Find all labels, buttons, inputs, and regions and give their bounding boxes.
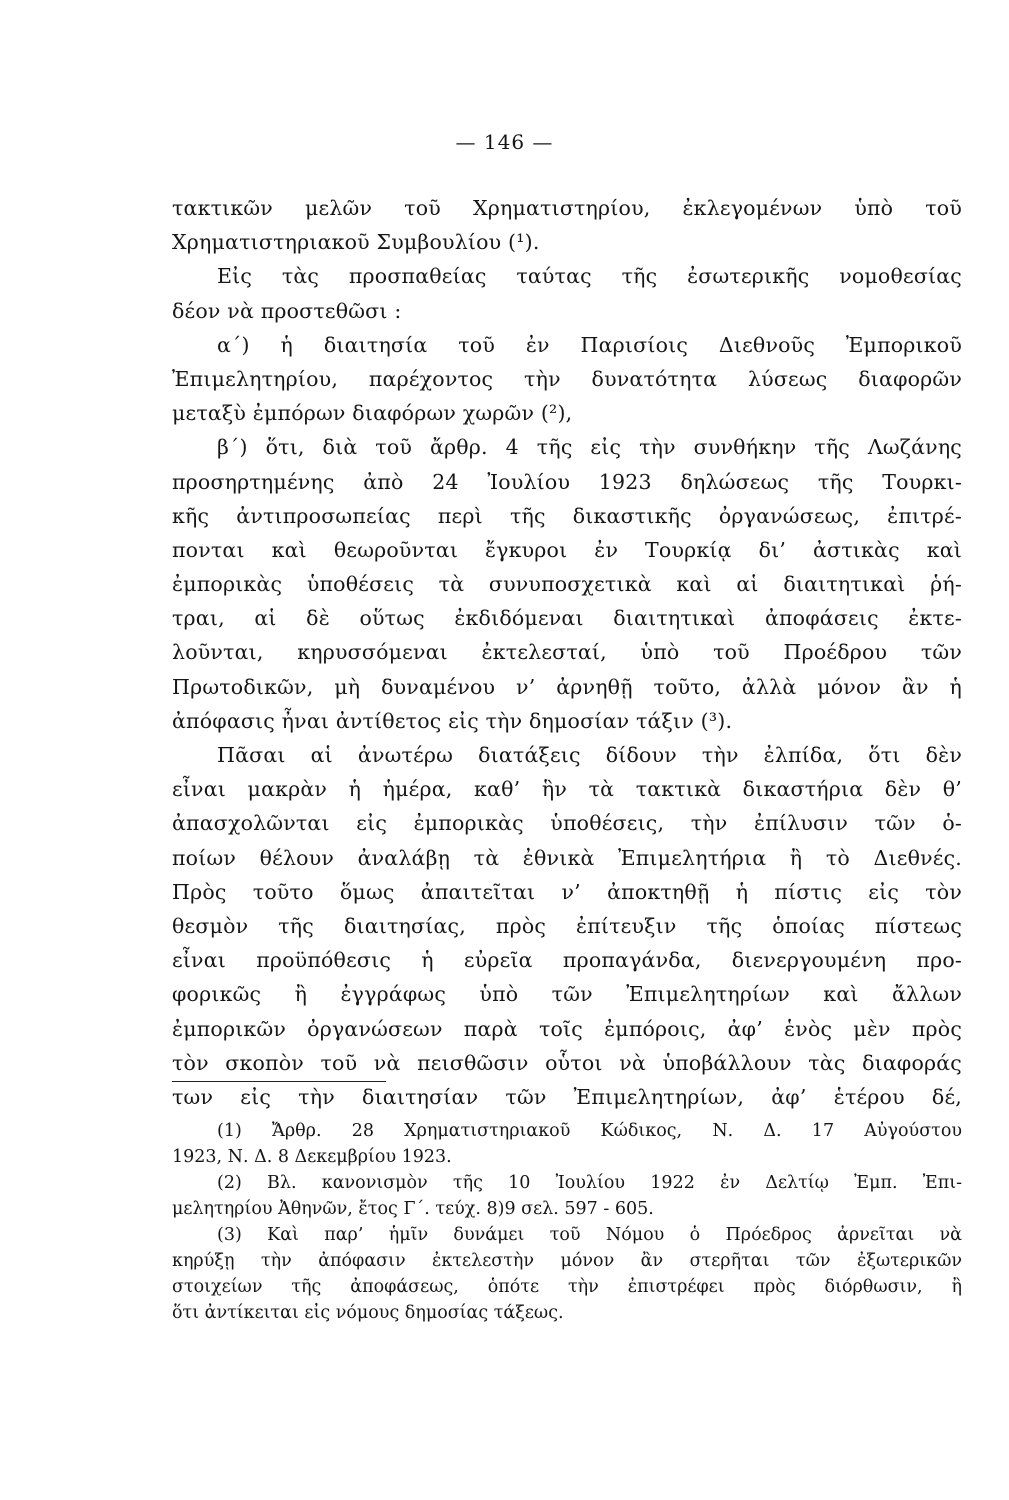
body-line: ἀπασχολῶνται εἰς ἐμπορικὰς ὑποθέσεις, τὴν ἐπίλυσιν τῶν ὁ- [172,811,962,836]
body-line: μεταξὺ ἐμπόρων διαφόρων χωρῶν (²), [172,401,573,426]
body-line: φορικῶς ἢ ἐγγράφως ὑπὸ τῶν Ἐπιμελητηρίων καὶ ἄλλων [172,982,962,1007]
body-line: Εἰς τὰς προσπαθείας ταύτας τῆς ἐσωτερικῆς νομοθεσίας [217,264,962,289]
body-line: λοῦνται, κηρυσσόμεναι ἐκτελεσταί, ὑπὸ τοῦ Προέδρου τῶν [172,640,962,665]
body-line: α΄) ἡ διαιτησία τοῦ ἐν Παρισίοις Διεθνοῦς Ἐμπορικοῦ [217,332,962,357]
body-line: β΄) ὅτι, διὰ τοῦ ἄρθρ. 4 τῆς εἰς τὴν συνθήκην τῆς Λωζάνης [217,435,962,460]
body-line: κῆς ἀντιπροσωπείας περὶ τῆς δικαστικῆς ὀργανώσεως, ἐπιτρέ- [172,503,962,528]
body-line: τραι, αἱ δὲ οὕτως ἐκδιδόμεναι διαιτητικαὶ ἀποφάσεις ἐκτε- [172,606,962,631]
body-line: εἶναι μακρὰν ἡ ἡμέρα, καθ’ ἣν τὰ τακτικὰ δικαστήρια δὲν θ’ [172,777,962,802]
footnote-line: μελητηρίου Ἀθηνῶν, ἔτος Γ΄. τεύχ. 8)9 σελ. 597 - 605. [172,1199,654,1219]
body-line: τὸν σκοπὸν τοῦ νὰ πεισθῶσιν οὗτοι νὰ ὑποβάλλουν τὰς διαφοράς [172,1050,962,1075]
page-number: — 146 — [455,130,554,154]
body-line: ἀπόφασις ἦναι ἀντίθετος εἰς τὴν δημοσίαν τάξιν (³). [172,708,733,733]
body-line: πονται καὶ θεωροῦνται ἔγκυροι ἐν Τουρκίᾳ δι’ ἀστικὰς καὶ [172,537,962,562]
body-line: θεσμὸν τῆς διαιτησίας, πρὸς ἐπίτευξιν τῆς ὁποίας πίστεως [172,913,962,938]
body-text [172,191,962,1114]
footnote-separator [172,1081,386,1082]
body-line: των εἰς τὴν διαιτησίαν τῶν Ἐπιμελητηρίων, ἀφ’ ἑτέρου δέ, [172,1084,962,1109]
body-line: εἶναι προϋπόθεσις ἡ εὐρεῖα προπαγάνδα, διενεργουμένη προ- [172,948,962,973]
body-line: Χρηματιστηριακοῦ Συμβουλίου (¹). [172,230,540,255]
body-line: Πρὸς τοῦτο ὅμως ἀπαιτεῖται ν’ ἀποκτηθῇ ἡ πίστις εἰς τὸν [172,879,962,904]
body-line: ἐμπορικῶν ὀργανώσεων παρὰ τοῖς ἐμπόροις, ἀφ’ ἑνὸς μὲν πρὸς [172,1016,962,1041]
body-line: τακτικῶν μελῶν τοῦ Χρηματιστηρίου, ἐκλεγομένων ὑπὸ τοῦ [172,196,962,220]
footnote-line: (3) Καὶ παρ’ ἡμῖν δυνάμει τοῦ Νόμου ὁ Πρόεδρος ἀρνεῖται νὰ [217,1225,962,1245]
footnote-line: ὅτι ἀντίκειται εἰς νόμους δημοσίας τάξεως. [172,1303,564,1323]
body-line: Ἐπιμελητηρίου, παρέχοντος τὴν δυνατότητα λύσεως διαφορῶν [172,366,962,391]
footnote-line: (2) Βλ. κανονισμὸν τῆς 10 Ἰουλίου 1922 ἐν Δελτίῳ Ἐμπ. Ἐπι- [217,1173,962,1193]
body-line: ἐμπορικὰς ὑποθέσεις τὰ συνυποσχετικὰ καὶ αἱ διαιτητικαὶ ῥή- [172,572,962,597]
footnote-line: στοιχείων τῆς ἀποφάσεως, ὁπότε τὴν ἐπιστρέφει πρὸς διόρθωσιν, ἢ [172,1277,962,1297]
body-line: ποίων θέλουν ἀναλάβῃ τὰ ἐθνικὰ Ἐπιμελητήρια ἢ τὸ Διεθνές. [172,845,962,870]
footnote-line: κηρύξῃ τὴν ἀπόφασιν ἐκτελεστὴν μόνον ἂν στερῆται τῶν ἐξωτερικῶν [172,1251,962,1271]
body-line: Πᾶσαι αἱ ἀνωτέρω διατάξεις δίδουν τὴν ἐλπίδα, ὅτι δὲν [217,743,962,767]
footnotes [172,1118,962,1326]
body-line: δέον νὰ προστεθῶσι : [172,298,402,323]
footnote-line: (1) Ἄρθρ. 28 Χρηματιστηριακοῦ Κώδικος, Ν. Δ. 17 Αὐγούστου [217,1121,962,1141]
footnote-line: 1923, Ν. Δ. 8 Δεκεμβρίου 1923. [172,1147,452,1167]
body-line: προσηρτημένης ἀπὸ 24 Ἰουλίου 1923 δηλώσεως τῆς Τουρκι- [172,469,962,494]
body-line: Πρωτοδικῶν, μὴ δυναμένου ν’ ἀρνηθῇ τοῦτο, ἀλλὰ μόνον ἂν ἡ [172,674,962,699]
